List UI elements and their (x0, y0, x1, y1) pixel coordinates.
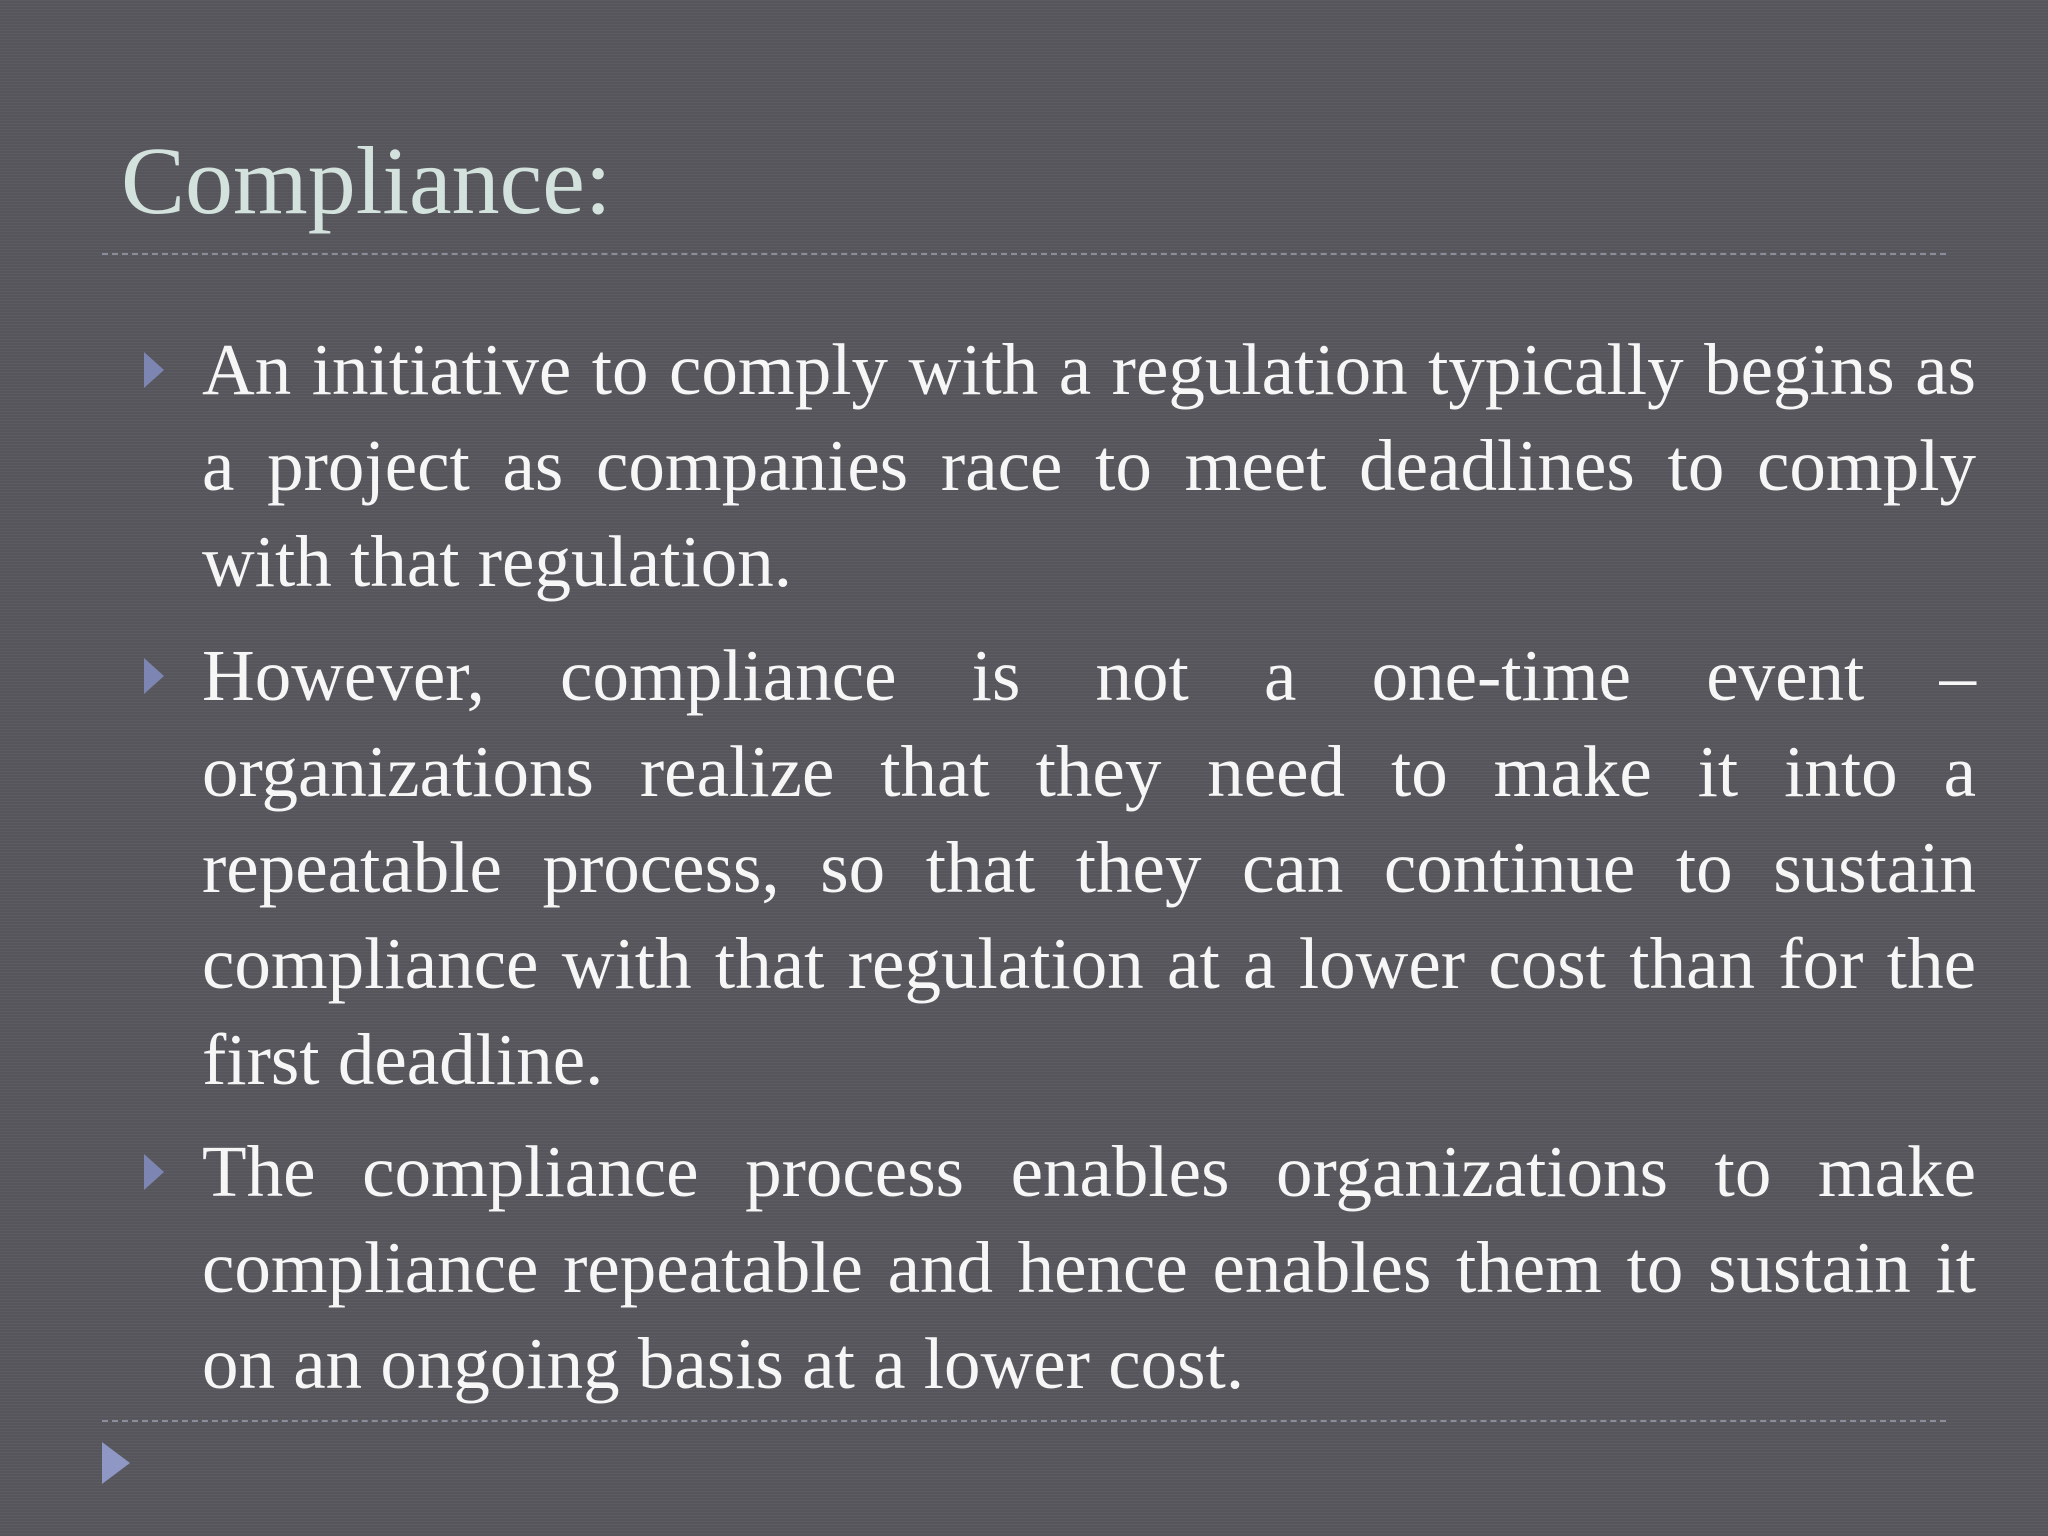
triangle-right-icon (144, 1154, 164, 1190)
triangle-right-icon (102, 1442, 130, 1484)
triangle-right-icon (144, 352, 164, 388)
bullet-item (202, 628, 1976, 1108)
bullet-text: An initiative to comply with a regulation typically begins as a project as companies race to meet deadlines to comply with that regulation. (202, 329, 1976, 602)
bullet-item (202, 322, 1976, 610)
title-divider (102, 253, 1946, 255)
bullet-text: The compliance process enables organizations to make compliance repeatable and hence enables them to sustain it on an ongoing basis at a lower cost. (202, 1131, 1976, 1404)
triangle-right-icon (144, 658, 164, 694)
bullet-text: However, compliance is not a one-time event – organizations realize that they need to make it into a repeatable process, so that they can continue to sustain compliance with that regulation at a lower cost than for the first deadline. (202, 635, 1976, 1100)
bullet-item (202, 1124, 1976, 1412)
slide-title: Compliance: (121, 127, 612, 234)
footer-divider (102, 1420, 1946, 1422)
